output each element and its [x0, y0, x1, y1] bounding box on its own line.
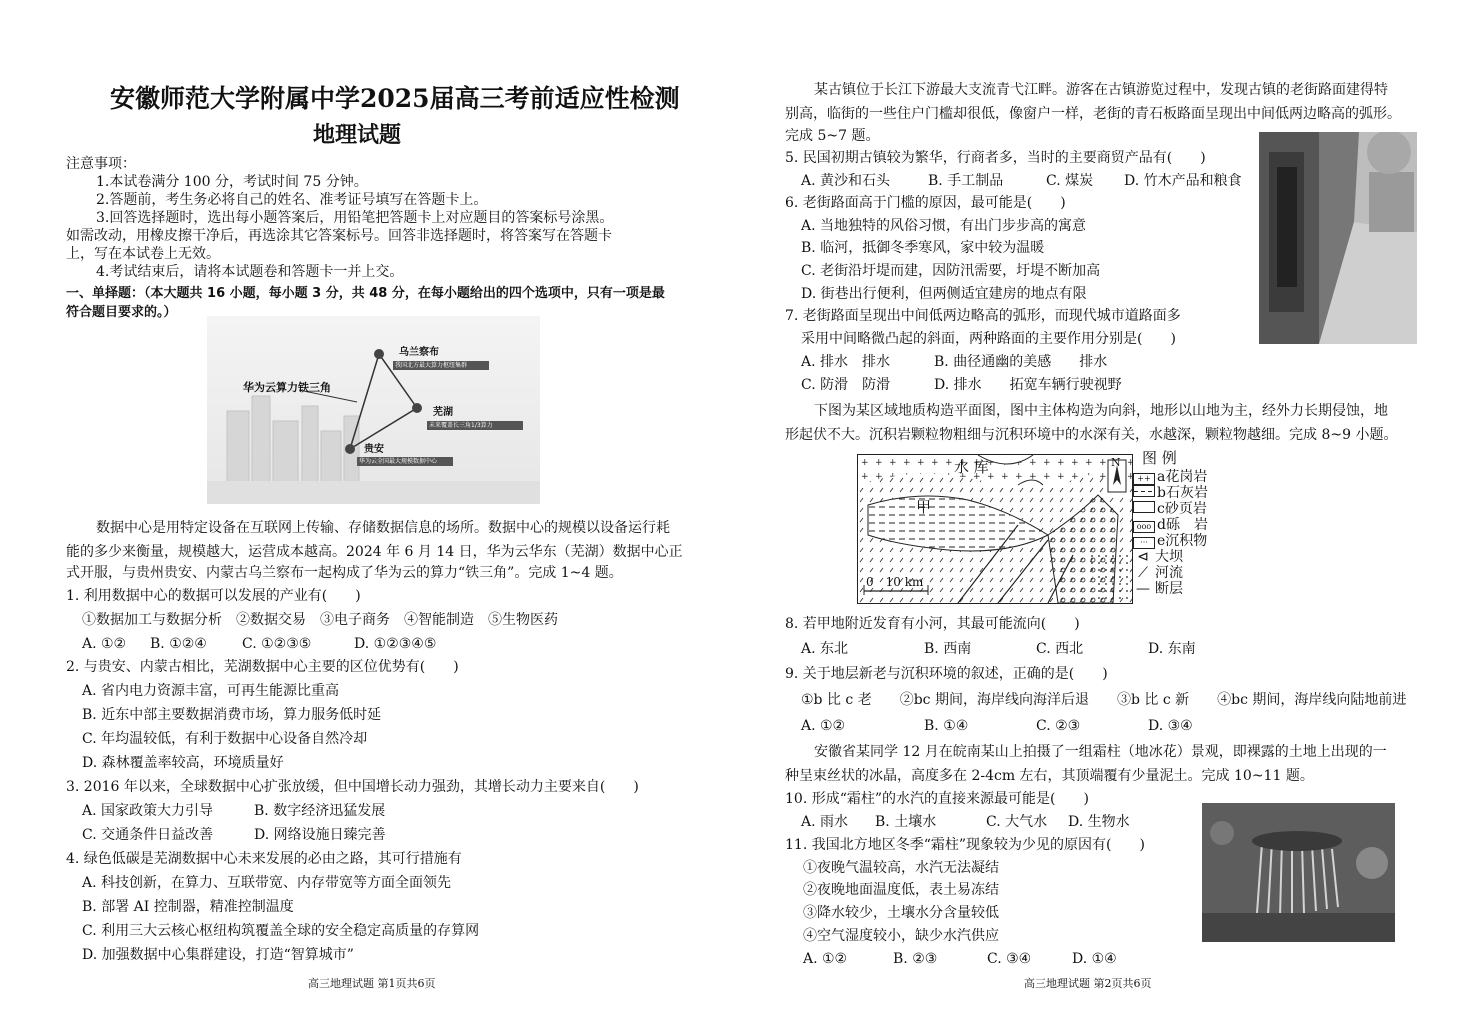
node-wuhu-desc: 未来覆盖长三角1/3算力 [429, 422, 493, 429]
q6-option-d[interactable]: D. 街巷出行便利，但两侧适宜建房的地点有限 [801, 286, 1087, 302]
q9-option-c[interactable]: C. ②③ [1036, 718, 1081, 734]
old-street-svg [1259, 132, 1417, 344]
p2-passage3-line2: 种呈束丝状的冰晶，高度多在 2-4cm 左右，其顶端覆有少量泥土。完成 10~11 题。 [785, 768, 1314, 784]
q1-option-c[interactable]: C. ①②③⑤ [242, 636, 312, 652]
page1-footer: 高三地理试题 第1页共6页 [308, 977, 436, 990]
q7-stem: 7. 老街路面呈现出中间低两边略高的弧形，而现代城市道路面多 [785, 308, 1181, 324]
node-wulanchabu: 乌兰察布 [399, 347, 439, 358]
q5-option-c[interactable]: C. 煤炭 [1046, 173, 1094, 189]
q5-option-d[interactable]: D. 竹木产品和粮食 [1124, 173, 1242, 189]
q11-item-2: ②夜晚地面温度低，表土易冻结 [803, 882, 999, 898]
p2-passage2-line2: 形起伏不大。沉积岩颗粒物粗细与沉积环境中的水深有关，水越深，颗粒物越细。完成 8~9 小题。 [785, 427, 1398, 443]
q9-option-b[interactable]: B. ①④ [924, 718, 969, 734]
legend-sediment: ··· e沉积物 [1133, 533, 1208, 549]
notice-4: 4.考试结束后，请将本试题卷和答题卡一并上交。 [96, 264, 404, 280]
q11-stem: 11. 我国北方地区冬季“霜柱”现象较为少见的原因有( ) [785, 837, 1145, 853]
legend-granite: ++ a花岗岩 [1133, 469, 1208, 485]
map-area-jia: 甲 [916, 498, 932, 516]
notice-1: 1.本试卷满分 100 分，考试时间 75 分钟。 [96, 174, 368, 190]
figure-main-label: 华为云算力铁三角 [243, 381, 331, 394]
legend-river: ⟋ 河流 [1138, 565, 1183, 581]
q5-stem: 5. 民国初期古镇较为繁华，行商者多，当时的主要商贸产品有( ) [785, 150, 1206, 166]
legend-dam: ⊲ 大坝 [1137, 549, 1183, 565]
map-scale: 0 10 km [866, 575, 924, 589]
section-heading-cont: 符合题目要求的。） [66, 305, 177, 320]
q1-option-b[interactable]: B. ①②④ [150, 636, 207, 652]
node-wulanchabu-desc: 我国北方最大算力枢纽集群 [395, 362, 468, 369]
q8-option-a[interactable]: A. 东北 [801, 641, 849, 657]
q3-stem: 3. 2016 年以来，全球数据中心扩张放缓，但中国增长动力强劲，其增长动力主要来自( ) [66, 779, 639, 795]
p2-passage2-line1: 下图为某区域地质构造平面图，图中主体构造为向斜，地形以山地为主，经外力长期侵蚀，地 [814, 403, 1388, 419]
legend-sandstone: c砂页岩 [1133, 501, 1208, 517]
section-heading: 一、单择题：（本大题共 16 小题，每小题 3 分，共 48 分，在每小题给出的四个选项中，只有一项是最 [66, 286, 665, 301]
notice-title: 注意事项： [66, 156, 136, 172]
q10-stem: 10. 形成“霜柱”的水汽的直接来源最可能是( ) [785, 791, 1089, 807]
notice-3-cont2: 上，写在本试卷上无效。 [66, 246, 220, 262]
q3-option-d[interactable]: D. 网络设施日臻完善 [254, 827, 386, 843]
q2-option-c[interactable]: C. 年均温较低，有利于数据中心设备自然冷却 [82, 731, 368, 747]
q1-option-d[interactable]: D. ①②③④⑤ [354, 636, 437, 652]
q1-items: ①数据加工与数据分析 ②数据交易 ③电子商务 ④智能制造 ⑤生物医药 [82, 612, 558, 628]
p2-passage3-line1: 安徽省某同学 12 月在皖南某山上拍摄了一组霜柱（地冰花）景观，即裸露的土地上出现的一 [814, 744, 1387, 760]
map-legend-title: 图 例 [1142, 449, 1177, 467]
map-reservoir-label: 水 库 [954, 458, 989, 476]
q9-items: ①b 比 c 老 ②bc 期间，海岸线向海洋后退 ③b 比 c 新 ④bc 期间，海岸线向陆地前进 [801, 692, 1407, 708]
q2-option-b[interactable]: B. 近东中部主要数据消费市场，算力服务低时延 [82, 707, 382, 723]
q11-option-d[interactable]: D. ①④ [1072, 951, 1117, 967]
legend-limestone: b石灰岩 [1133, 485, 1208, 501]
q11-option-b[interactable]: B. ②③ [893, 951, 938, 967]
q2-stem: 2. 与贵安、内蒙古相比，芜湖数据中心主要的区位优势有( ) [66, 659, 459, 675]
figure-compute-triangle [207, 316, 540, 504]
q4-option-d[interactable]: D. 加强数据中心集群建设，打造“智算城市” [82, 947, 354, 963]
q7-stem-cont: 采用中间略微凸起的斜面，两种路面的主要作用分别是( ) [801, 331, 1176, 347]
q10-option-b[interactable]: B. 土壤水 [875, 814, 937, 830]
q6-option-c[interactable]: C. 老街沿圩堤而建，因防汛需要，圩堤不断加高 [801, 263, 1101, 279]
city-buildings [227, 396, 359, 491]
q8-option-c[interactable]: C. 西北 [1036, 641, 1084, 657]
q7-option-a[interactable]: A. 排水 排水 [801, 354, 891, 370]
frost-column-svg [1202, 803, 1395, 942]
geologic-map [857, 454, 1133, 604]
q7-option-b[interactable]: B. 曲径通幽的美感 排水 [934, 354, 1108, 370]
old-street-photo [1259, 132, 1417, 344]
page-title: 安徽师范大学附属中学2025届高三考前适应性检测 [110, 84, 680, 113]
q1-option-a[interactable]: A. ①② [82, 636, 127, 652]
q4-stem: 4. 绿色低碳是芜湖数据中心未来发展的必由之路，其可行措施有 [66, 851, 462, 867]
q4-option-c[interactable]: C. 利用三大云核心枢纽构筑覆盖全球的安全稳定高质量的存算网 [82, 923, 480, 939]
q2-option-d[interactable]: D. 森林覆盖率较高，环境质量好 [82, 755, 284, 771]
q6-stem: 6. 老街路面高于门槛的原因，最可能是( ) [785, 195, 1066, 211]
q11-option-a[interactable]: A. ①② [803, 951, 848, 967]
q8-stem: 8. 若甲地附近发育有小河，其最可能流向( ) [785, 616, 1080, 632]
q5-option-b[interactable]: B. 手工制品 [928, 173, 1004, 189]
q9-option-a[interactable]: A. ①② [801, 718, 846, 734]
passage-1-line2: 能的多少来衡量，规模越大，运营成本越高。2024 年 6 月 14 日，华为云华东（芜湖）数据中心正 [66, 544, 683, 560]
p2-passage1-line1: 某古镇位于长江下游最大支流青弋江畔。游客在古镇游览过程中，发现古镇的老街路面建得特 [814, 82, 1388, 98]
legend-fault: — 断层 [1136, 581, 1183, 597]
notice-3: 3.回答选择题时，选出每小题答案后，用铅笔把答题卡上对应题目的答案标号涂黑。 [96, 210, 614, 226]
q8-option-d[interactable]: D. 东南 [1148, 641, 1196, 657]
q7-option-c[interactable]: C. 防滑 防滑 [801, 377, 891, 393]
q10-option-c[interactable]: C. 大气水 [986, 814, 1048, 830]
q3-option-c[interactable]: C. 交通条件日益改善 [82, 827, 214, 843]
q2-option-a[interactable]: A. 省内电力资源丰富，可再生能源比重高 [82, 683, 340, 699]
node-guian: 贵安 [364, 444, 384, 455]
p2-passage1-line2: 别高，临街的一些住户门槛却很低，像窗户一样，老街的青石板路面呈现出中间低两边略高的弧形。 [785, 106, 1401, 122]
page2-footer: 高三地理试题 第2页共6页 [1024, 977, 1152, 990]
q11-option-c[interactable]: C. ③④ [987, 951, 1032, 967]
q11-item-3: ③降水较少，土壤水分含量较低 [803, 905, 999, 921]
q3-option-b[interactable]: B. 数字经济迅猛发展 [254, 803, 386, 819]
q11-item-1: ①夜晚气温较高，水汽无法凝结 [803, 860, 999, 876]
q6-option-b[interactable]: B. 临河，抵御冬季寒风，家中较为温暖 [801, 240, 1045, 256]
q9-option-d[interactable]: D. ③④ [1148, 718, 1193, 734]
legend-conglomerate: ooo d砾 岩 [1133, 517, 1208, 533]
q5-option-a[interactable]: A. 黄沙和石头 [801, 173, 891, 189]
node-wuhu: 芜湖 [433, 407, 453, 418]
q6-option-a[interactable]: A. 当地独特的风俗习惯，有出门步步高的寓意 [801, 218, 1087, 234]
q4-option-a[interactable]: A. 科技创新，在算力、互联带宽、内存带宽等方面全面领先 [82, 875, 452, 891]
q1-stem: 1. 利用数据中心的数据可以发展的产业有( ) [66, 588, 361, 604]
passage-1-line3: 式开服，与贵州贵安、内蒙古乌兰察布一起构成了华为云的算力“铁三角”。完成 1~4 题。 [66, 565, 623, 581]
q10-option-a[interactable]: A. 雨水 [801, 814, 849, 830]
q3-option-a[interactable]: A. 国家政策大力引导 [82, 803, 214, 819]
p2-passage1-line3: 完成 5~7 题。 [785, 128, 880, 144]
q8-option-b[interactable]: B. 西南 [924, 641, 972, 657]
q7-option-d[interactable]: D. 排水 拓宽车辆行驶视野 [934, 377, 1122, 393]
node-guian-desc: 华为云全国最大规模数据中心 [359, 458, 438, 465]
passage-1-line1: 数据中心是用特定设备在互联网上传输、存储数据信息的场所。数据中心的规模以设备运行耗 [96, 520, 670, 536]
q11-item-4: ④空气湿度较小，缺少水汽供应 [803, 928, 999, 944]
figure-svg [207, 316, 540, 504]
q9-stem: 9. 关于地层新老与沉积环境的叙述，正确的是( ) [785, 666, 1108, 682]
frost-column-photo [1202, 803, 1395, 942]
q4-option-b[interactable]: B. 部署 AI 控制器，精准控制温度 [82, 899, 294, 915]
notice-2: 2.答题前，考生务必将自己的姓名、准考证号填写在答题卡上。 [96, 192, 488, 208]
page-subtitle: 地理试题 [313, 122, 402, 148]
map-north-arrow: N [1111, 456, 1121, 469]
q10-option-d[interactable]: D. 生物水 [1068, 814, 1130, 830]
map-legend [1133, 469, 1208, 597]
notice-3-cont: 如需改动，用橡皮擦干净后，再选涂其它答案标号。回答非选择题时，将答案写在答题卡 [66, 228, 612, 244]
